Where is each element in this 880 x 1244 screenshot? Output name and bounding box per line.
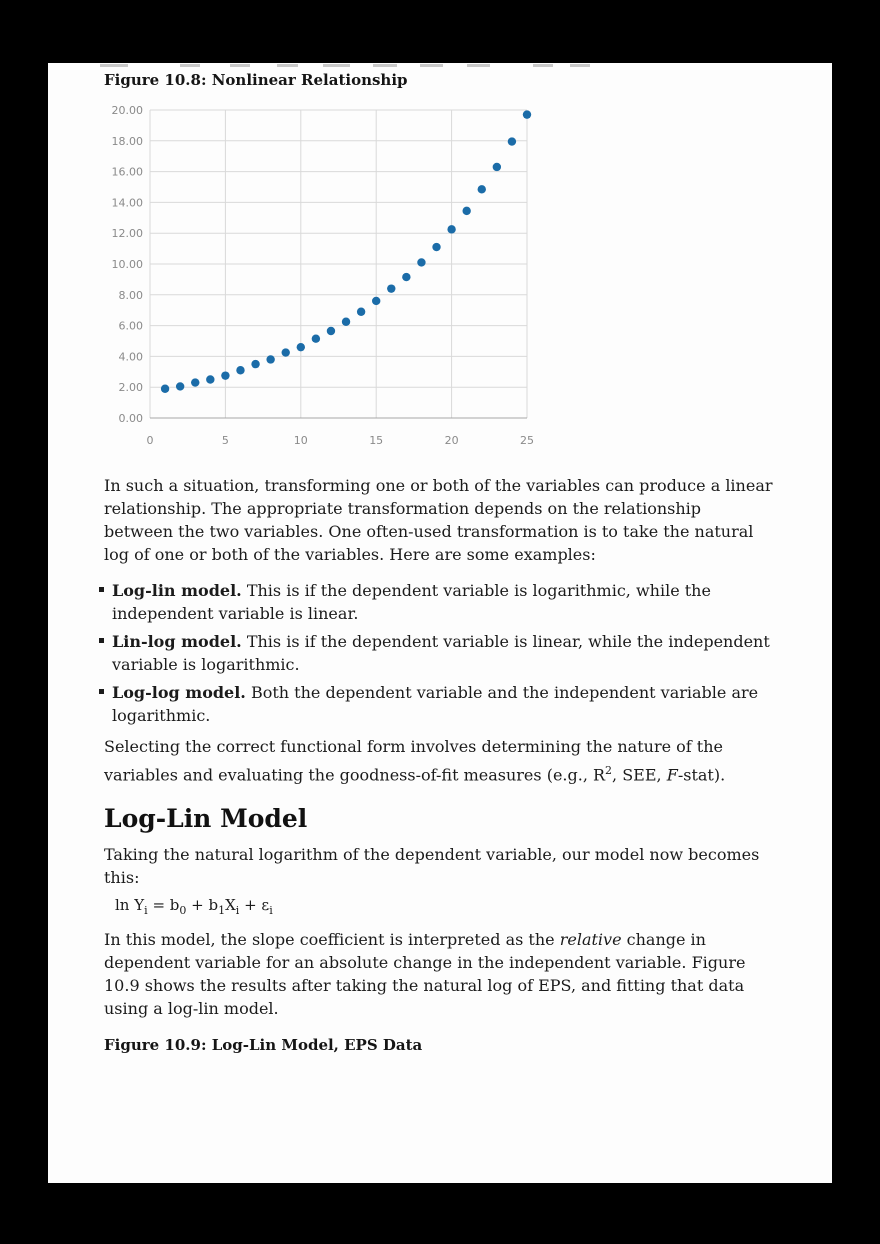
list-item (99, 630, 774, 676)
figure-10-9-caption: Figure 10.9: Log-Lin Model, EPS Data (104, 1036, 423, 1055)
svg-text:14.00: 14.00 (111, 196, 143, 210)
svg-text:10.00: 10.00 (111, 258, 143, 271)
svg-text:10: 10 (293, 434, 308, 447)
section-heading-log-lin-model: Log-Lin Model (104, 804, 308, 834)
intro-paragraph: In such a situation, transforming one or both of the variables can produce a linear relationship. The appropriate transformation depends on the relationship between the two variables. One often-used transformation is to take the natural log of one or both of the variables. Here are some examples: (104, 476, 773, 564)
svg-text:12.00: 12.00 (111, 227, 143, 241)
svg-text:16.00: 16.00 (111, 165, 143, 179)
bullet-text: This is if the dependent variable is linear, while the independent variable is logarithmic. (112, 632, 770, 674)
svg-text:15: 15 (369, 434, 384, 447)
page-content (48, 63, 832, 1056)
square-bullet-icon (99, 587, 104, 592)
square-bullet-icon (99, 689, 104, 694)
document-page (48, 63, 832, 1183)
svg-text:20: 20 (444, 434, 459, 447)
model-bullet-list (104, 579, 774, 727)
svg-text:0.00: 0.00 (118, 412, 143, 425)
list-item (99, 579, 774, 625)
svg-text:4.00: 4.00 (118, 350, 143, 364)
scatter-plot (104, 102, 544, 448)
selecting-paragraph: Selecting the correct functional form involves determining the nature of the variables and evaluating the goodness-of-fit measures (e.g., $R^2$, SEE, F-stat). (104, 737, 726, 785)
svg-text:2.00: 2.00 (118, 381, 143, 395)
bullet-term: Log-log model. (112, 683, 246, 702)
svg-text:20.00: 20.00 (111, 104, 143, 117)
nonlinear-scatter-chart (104, 102, 774, 454)
log-lin-formula: $\ln Y_i = b_0 + b_1X_i + \varepsilon_i$ (115, 896, 273, 918)
svg-text:25: 25 (520, 434, 534, 447)
svg-text:6.00: 6.00 (118, 319, 143, 333)
taking-log-paragraph: Taking the natural logarithm of the dependent variable, our model now becomes this: (104, 845, 760, 888)
list-item (99, 681, 774, 727)
bullet-text: Both the dependent variable and the independent variable are logarithmic. (112, 683, 759, 725)
svg-text:18.00: 18.00 (111, 134, 143, 148)
square-bullet-icon (99, 638, 104, 643)
model-interpretation-paragraph: In this model, the slope coefficient is interpreted as the relative change in dependent variable for an absolute change in the independent variable. Figure 10.9 shows the results after taking the natural log of EPS, and fitting that data using a log-lin model. (104, 930, 746, 1019)
svg-text:5: 5 (221, 434, 229, 447)
svg-text:0: 0 (146, 434, 154, 447)
bullet-term: Log-lin model. (112, 581, 242, 600)
bullet-term: Lin-log model. (112, 632, 242, 651)
svg-text:8.00: 8.00 (118, 288, 143, 302)
figure-10-8-caption: Figure 10.8: Nonlinear Relationship (104, 71, 408, 89)
bullet-text: This is if the dependent variable is logarithmic, while the independent variable is linear. (112, 581, 711, 623)
